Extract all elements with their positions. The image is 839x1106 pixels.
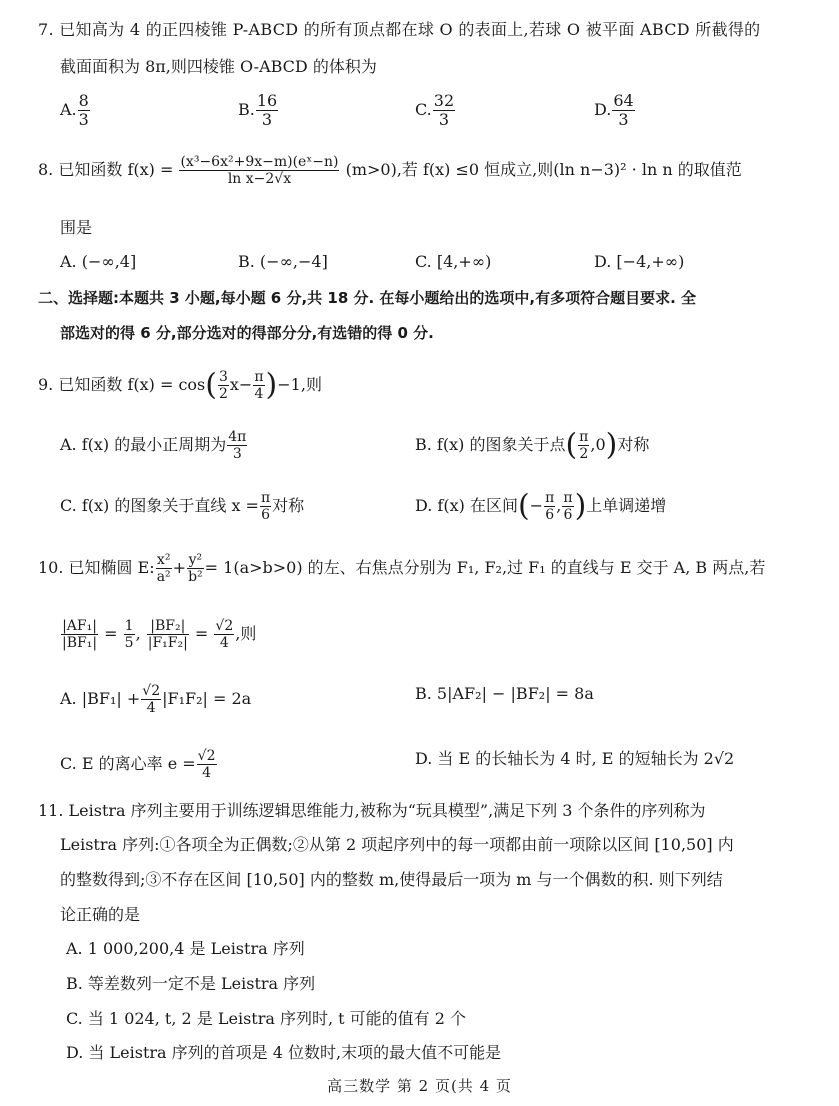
q7-option-d: D. $\frac{64}{3}$ (594, 91, 634, 129)
page-footer: 高三数学 第 2 页(共 4 页 (327, 1077, 512, 1095)
q11-stem-line2: Leistra 序列:①各项全为正偶数;②从第 2 项起序列中的每一项都由前一项除以区间 [10,50] 内 (60, 835, 734, 854)
q10-option-a: A. |BF₁| + $\frac{√2}{4}$ |F₁F₂| = 2a (60, 683, 252, 716)
q7-stem-line2: 截面面积为 8π,则四棱锥 O-ABCD 的体积为 (60, 57, 377, 76)
q8-option-a: A. (−∞,4] (60, 252, 137, 271)
section2-instructions-line1: 二、选择题:本题共 3 小题,每小题 6 分,共 18 分. 在每小题给出的选项中,有多项符合题目要求. 全 (38, 289, 697, 307)
q11-stem-line3: 的整数得到;③不存在区间 [10,50] 内的整数 m,使得最后一项为 m 与一个偶数的积. 则下列结 (60, 870, 723, 889)
faded-region (535, 1038, 695, 1068)
q7-option-c: C. $\frac{32}{3}$ (415, 91, 455, 129)
q8-option-d: D. [−4,+∞) (594, 252, 685, 271)
q8-stem-line1: 8. 已知函数 f(x) = $\frac{\text{(x³−6x²+9x−m)(eˣ−n)}}{\text{ln x−2√x}}$ (m>0),若 f(x) ≤0 恒成立,则(ln n−3)² · ln n 的取值范 (38, 154, 742, 187)
q11-stem-line1: 11. Leistra 序列主要用于训练逻辑思维能力,被称为“玩具模型”,满足下列 3 个条件的序列称为 (38, 801, 706, 820)
q11-option-d: D. 当 Leistra 序列的首项是 4 位数时,末项的最大值不可能是 (66, 1043, 502, 1062)
q8-option-c: C. [4,+∞) (415, 252, 492, 271)
q10-option-b: B. 5|AF₂| − |BF₂| = 8a (415, 684, 594, 703)
q11-option-c: C. 当 1 024, t, 2 是 Leistra 序列时, t 可能的值有 2 个 (66, 1009, 467, 1028)
q7-option-a: A. $\frac{8}{3}$ (60, 91, 89, 129)
q11-option-a: A. 1 000,200,4 是 Leistra 序列 (66, 939, 305, 958)
q10-option-d: D. 当 E 的长轴长为 4 时, E 的短轴长为 2√2 (415, 749, 735, 768)
q9-option-d: D. f(x) 在区间(− $\frac{\pi}{6}$ , $\frac{\pi}{6}$ )上单调递增 (415, 488, 667, 524)
q8-function-fraction: $\frac{\text{(x³−6x²+9x−m)(eˣ−n)}}{\text{ln x−2√x}}$ (180, 154, 339, 187)
q7-option-b: B. $\frac{16}{3}$ (238, 91, 278, 129)
q10-option-c: C. E 的离心率 e = $\frac{√2}{4}$ (60, 748, 216, 781)
q8-option-b: B. (−∞,−4] (238, 252, 328, 271)
q11-option-b: B. 等差数列一定不是 Leistra 序列 (66, 974, 316, 993)
q10-stem-line1: 10. 已知椭圆 E: $\frac{\text{x²}}{\text{a²}}$ + $\frac{\text{y²}}{\text{b²}}$ = 1(a>b>0) 的左、右焦点分别为 F₁, F₂,过 F₁ 的直线与 E 交于 A, B 两点,若 (38, 552, 766, 585)
q9-option-a: A. f(x) 的最小正周期为 $\frac{4\pi}{3}$ (60, 429, 247, 462)
q9-option-c: C. f(x) 的图象关于直线 x = $\frac{\pi}{6}$ 对称 (60, 490, 305, 523)
q7-stem-line1: 7. 已知高为 4 的正四棱锥 P-ABCD 的所有顶点都在球 O 的表面上,若球 O 被平面 ABCD 所截得的 (38, 20, 761, 39)
q9-stem: 9. 已知函数 f(x) = cos( $\frac{3}{2}$ x− $\frac{\pi}{4}$ )−1,则 (38, 367, 322, 403)
q10-stem-ratios: $\frac{\text{|AF₁|}}{\text{|BF₁|}}$ = $\frac{1}{5}$ , $\frac{\text{|BF₂|}}{\text{|F₁F₂|}}$ = $\frac{√2}{4}$ ,则 (62, 618, 257, 651)
q11-stem-line4: 论正确的是 (60, 905, 141, 924)
q8-stem-line2: 围是 (60, 218, 93, 237)
q9-option-b: B. f(x) 的图象关于点( $\frac{\pi}{2}$ ,0)对称 (415, 427, 650, 463)
section2-instructions-line2: 部选对的得 6 分,部分选对的得部分分,有选错的得 0 分. (60, 324, 434, 342)
